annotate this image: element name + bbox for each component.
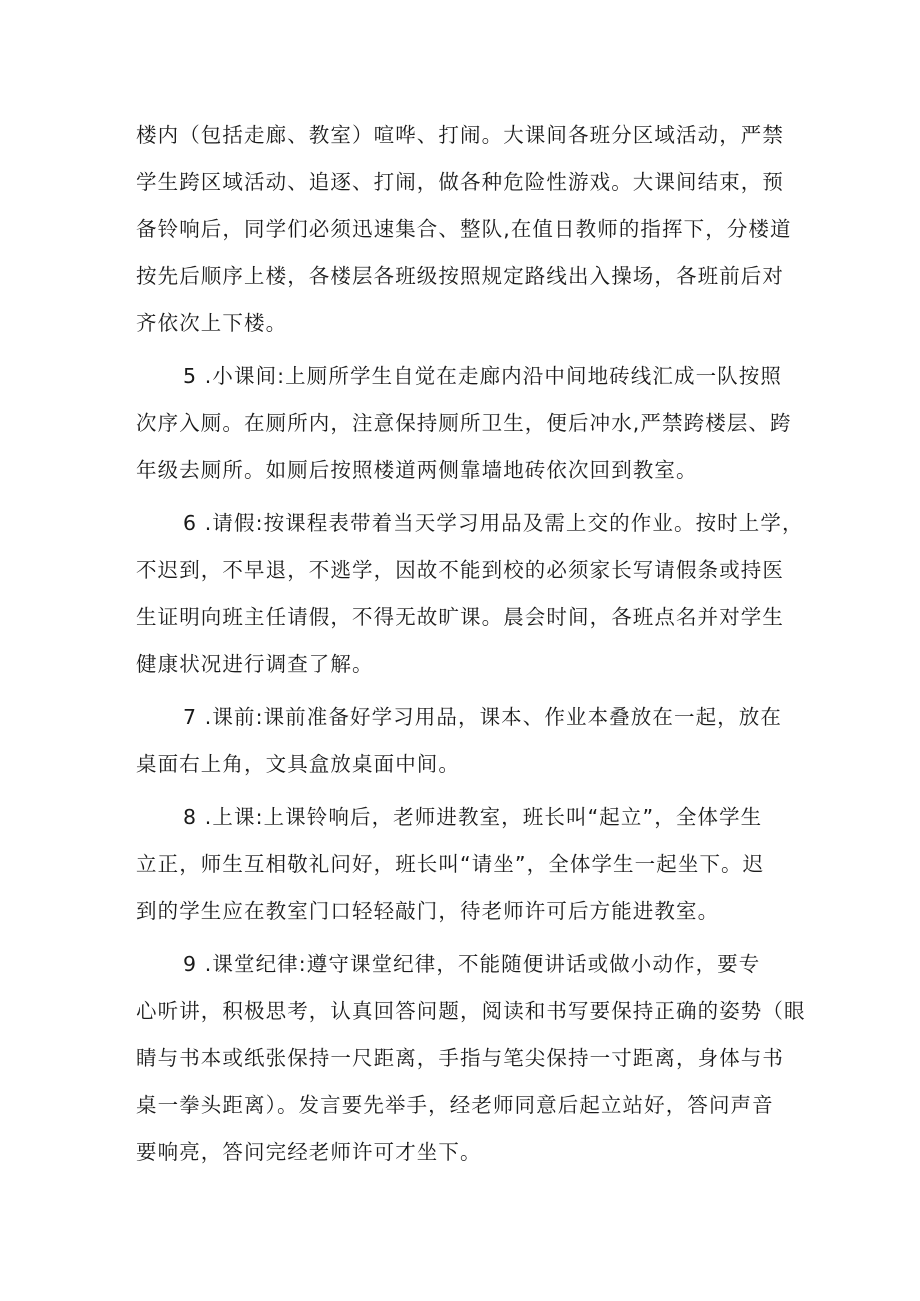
text-line: 9 .课堂纪律:遵守课堂纪律，不能随便讲话或做小动作，要专 [183, 952, 761, 976]
text-line: 楼内（包括走廊、教室）喧哗、打闹。大课间各班分区域活动，严禁 [136, 123, 784, 147]
text-line: 6 .请假:按课程表带着当天学习用品及需上交的作业。按时上学， [183, 511, 804, 535]
text-line: 立正，师生互相敬礼问好，班长叫“请坐”，全体学生一起坐下。迟 [136, 852, 765, 876]
text-line: 到的学生应在教室门口轻轻敲门，待老师许可后方能进教室。 [136, 899, 720, 923]
text-line: 不迟到，不早退，不逃学，因故不能到校的必须家长写请假条或持医 [136, 558, 784, 582]
text-line: 桌面右上角，文具盒放桌面中间。 [136, 752, 460, 776]
text-line: 学生跨区域活动、追逐、打闹，做各种危险性游戏。大课间结束，预 [136, 170, 784, 194]
text-line: 要响亮，答问完经老师许可才坐下。 [136, 1140, 482, 1164]
text-line: 桌一拳头距离）。发言要先举手，经老师同意后起立站好，答问声音 [136, 1093, 774, 1117]
text-line: 备铃响后，同学们必须迅速集合、整队,在值日教师的指挥下，分楼道 [136, 217, 792, 241]
text-line: 年级去厕所。如厕后按照楼道两侧靠墙地砖依次回到教室。 [136, 458, 698, 482]
text-line: 8 .上课:上课铃响后，老师进教室，班长叫“起立”，全体学生 [183, 805, 763, 829]
text-line: 7 .课前:课前准备好学习用品，课本、作业本叠放在一起，放在 [183, 705, 782, 729]
text-line: 心听讲，积极思考，认真回答问题，阅读和书写要保持正确的姿势（眼 [136, 999, 806, 1023]
text-line: 睛与书本或纸张保持一尺距离，手指与笔尖保持一寸距离，身体与书 [136, 1046, 784, 1070]
text-line: 次序入厕。在厕所内，注意保持厕所卫生，便后冲水,严禁跨楼层、跨 [136, 411, 792, 435]
text-line: 按先后顺序上楼，各楼层各班级按照规定路线出入操场，各班前后对 [136, 264, 784, 288]
text-line: 5 .小课间:上厕所学生自觉在走廊内沿中间地砖线汇成一队按照 [183, 364, 782, 388]
text-line: 生证明向班主任请假，不得无故旷课。晨会时间，各班点名并对学生 [136, 605, 784, 629]
text-line: 健康状况进行调查了解。 [136, 652, 374, 676]
text-line: 齐依次上下楼。 [136, 311, 288, 335]
